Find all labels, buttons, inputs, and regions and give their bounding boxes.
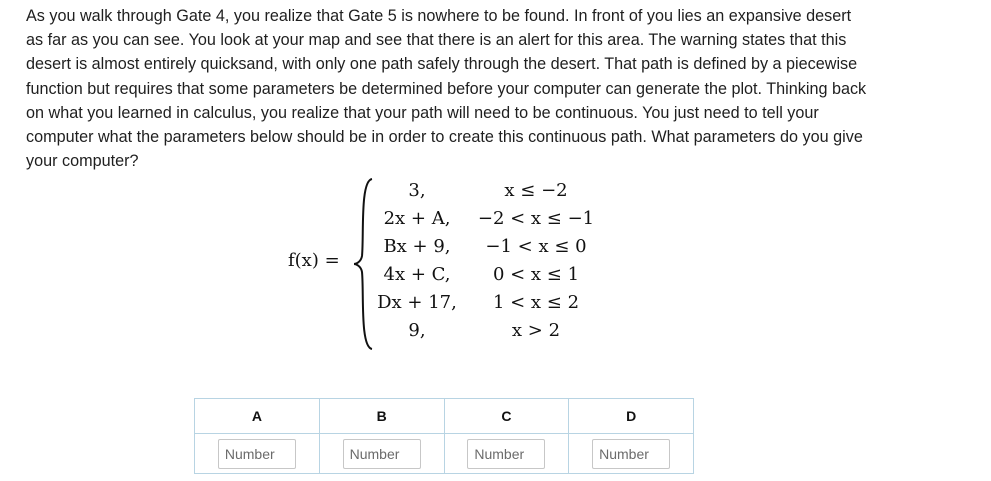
case-expression: Bx + 9, bbox=[383, 236, 451, 257]
input-a[interactable] bbox=[218, 439, 296, 469]
case-condition: x ≤ −2 bbox=[504, 180, 568, 201]
case-expression: 2x + A, bbox=[383, 208, 451, 229]
input-c[interactable] bbox=[467, 439, 545, 469]
case-row bbox=[280, 208, 610, 236]
case-row bbox=[280, 264, 610, 292]
input-d[interactable] bbox=[592, 439, 670, 469]
answer-cell bbox=[195, 434, 320, 474]
function-lhs: f(x) = bbox=[288, 250, 340, 271]
piecewise-function bbox=[280, 176, 610, 352]
case-condition: x > 2 bbox=[511, 320, 561, 341]
case-condition: 1 < x ≤ 2 bbox=[492, 292, 580, 313]
header-b: B bbox=[319, 399, 444, 434]
input-b[interactable] bbox=[343, 439, 421, 469]
case-expression: 4x + C, bbox=[383, 264, 451, 285]
problem-text: As you walk through Gate 4, you realize that Gate 5 is nowhere to be found. In front of you lies an expansive desert as far as you can see. You look at your map and see that there is an alert for this area. The warning states that this desert is almost entirely quicksand, with only one path safely through the desert. That path is defined by a piecewise function but requires that some parameters be determined before your computer can generate the plot. Thinking back on what you learned in calculus, you realize that your path will need to be continuous. You just need to tell your computer what the parameters below should be in order to create this continuous path. What parameters do you give your computer? bbox=[26, 7, 867, 171]
case-condition: 0 < x ≤ 1 bbox=[492, 264, 580, 285]
case-row bbox=[280, 236, 610, 264]
answer-cell bbox=[444, 434, 569, 474]
answer-cell bbox=[569, 434, 694, 474]
header-d: D bbox=[569, 399, 694, 434]
case-row bbox=[280, 292, 610, 320]
case-expression: 9, bbox=[408, 320, 426, 341]
answer-cell bbox=[319, 434, 444, 474]
case-condition: −1 < x ≤ 0 bbox=[485, 236, 587, 257]
answer-input-row bbox=[195, 434, 694, 474]
answer-header-row bbox=[195, 399, 694, 434]
answer-table bbox=[194, 398, 694, 474]
case-row bbox=[280, 320, 610, 348]
case-condition: −2 < x ≤ −1 bbox=[477, 208, 595, 229]
case-expression: 3, bbox=[408, 180, 426, 201]
case-expression: Dx + 17, bbox=[377, 292, 457, 313]
case-row bbox=[280, 180, 610, 208]
header-c: C bbox=[444, 399, 569, 434]
header-a: A bbox=[195, 399, 320, 434]
